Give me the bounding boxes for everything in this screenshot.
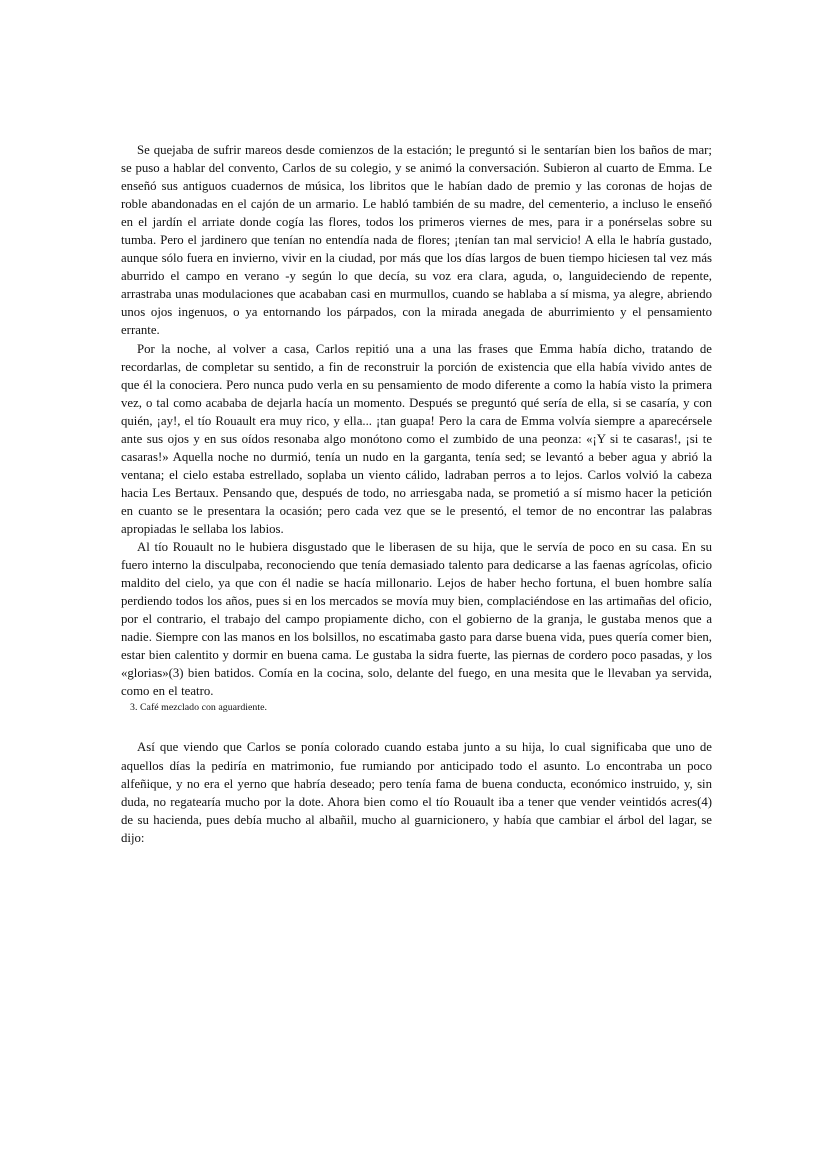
footnote-3: 3. Café mezclado con aguardiente.: [130, 702, 267, 714]
paragraph-2: Por la noche, al volver a casa, Carlos repitió una a una las frases que Emma había dicho, tratando de recordarlas, de completar su sentido, a fin de reconstruir la porción de existencia que ella había vivido antes de que él la conociera. Pero nunca pudo verla en su pensamiento de modo diferente a como la había visto la primera vez, o tal como acababa de dejarla hacía un momento. Después se preguntó qué sería de ella, si se casaría, y con quién, ¡ay!, el tío Rouault era muy rico, y ella... ¡tan guapa! Pero la cara de Emma volvía siempre a aparecérsele ante sus ojos y en sus oídos resonaba algo monótono como el zumbido de una peonza: «¡Y si te casaras!, ¡si te casaras!» Aquella noche no durmió, tenía un nudo en la garganta, tenía sed; se levantó a beber agua y abrió la ventana; el cielo estaba estrellado, soplaba un viento cálido, ladraban perros a to lejos. Carlos volvió la cabeza hacia Les Bertaux. Pensando que, después de todo, no arriesgaba nada, se prometió a sí mismo hacer la petición en cuanto se le presentara la ocasión; pero cada vez que se le presentó, el temor de no encontrar las palabras apropiadas le sellaba los labios.: [121, 341, 712, 536]
paragraph-spacer: [121, 715, 712, 738]
paragraph-1: Se quejaba de sufrir mareos desde comienzos de la estación; le preguntó si le sentarían bien los baños de mar; se puso a hablar del convento, Carlos de su colegio, y se animó la conversación. Subieron al cuarto de Emma. Le enseñó sus antiguos cuadernos de música, los libritos que le habían dado de premio y las coronas de hojas de roble abandonadas en el cajón de un armario. Le habló también de su madre, del cementerio, a incluso le enseñó en el jardín el arriate donde cogía las flores, todos los primeros viernes de mes, para ir a ponérselas sobre su tumba. Pero el jardinero que tenían no entendía nada de flores; ¡tenían tan mal servicio! A ella le habría gustado, aunque sólo fuera en invierno, vivir en la ciudad, por más que los días largos de buen tiempo hiciesen tal vez más aburrido el campo en verano -y según lo que decía, su voz era clara, aguda, o, languideciendo de repente, arrastraba unas modulaciones que acababan casi en murmullos, cuando se hablaba a sí misma, ya alegre, abriendo unos ojos ingenuos, o ya entornando los párpados, con la mirada anegada de aburrimiento y el pensamiento errante.: [121, 143, 712, 338]
paragraph-3: Al tío Rouault no le hubiera disgustado que le liberasen de su hija, que le servía de poco en su casa. En su fuero interno la disculpaba, reconociendo que tenía demasiado talento para dedicarse a las faenas agrícolas, oficio maldito del cielo, ya que con él nadie se hacía millonario. Lejos de haber hecho fortuna, el buen hombre salía perdiendo todos los años, pues si en los mercados se movía muy bien, complaciéndose en las artimañas del oficio, por el contrario, el trabajo del campo propiamente dicho, con el gobierno de la granja, le gustaba menos que a nadie. Siempre con las manos en los bolsillos, no escatimaba gasto para darse buena vida, pues quería comer bien, estar bien calentito y dormir en buena cama. Le gustaba la sidra fuerte, las piernas de cordero poco pasadas, y los «glorias»(3) bien batidos. Comía en la cocina, solo, delante del fuego, en una mesita que le llevaban ya servida, como en el teatro.: [121, 540, 712, 699]
text-column: [121, 141, 712, 847]
paragraph-4: Así que viendo que Carlos se ponía colorado cuando estaba junto a su hija, lo cual significaba que uno de aquellos días la pediría en matrimonio, fue rumiando por anticipado todo el asunto. Lo encontraba un poco alfeñique, y no era el yerno que habría deseado; pero tenía fama de buena conducta, económico instruido, y, sin duda, no regatearía mucho por la dote. Ahora bien como el tío Rouault iba a tener que vender veintidós acres(4) de su hacienda, pues debía mucho al albañil, mucho al guarnicionero, y había que cambiar el árbol del lagar, se dijo:: [121, 740, 712, 845]
